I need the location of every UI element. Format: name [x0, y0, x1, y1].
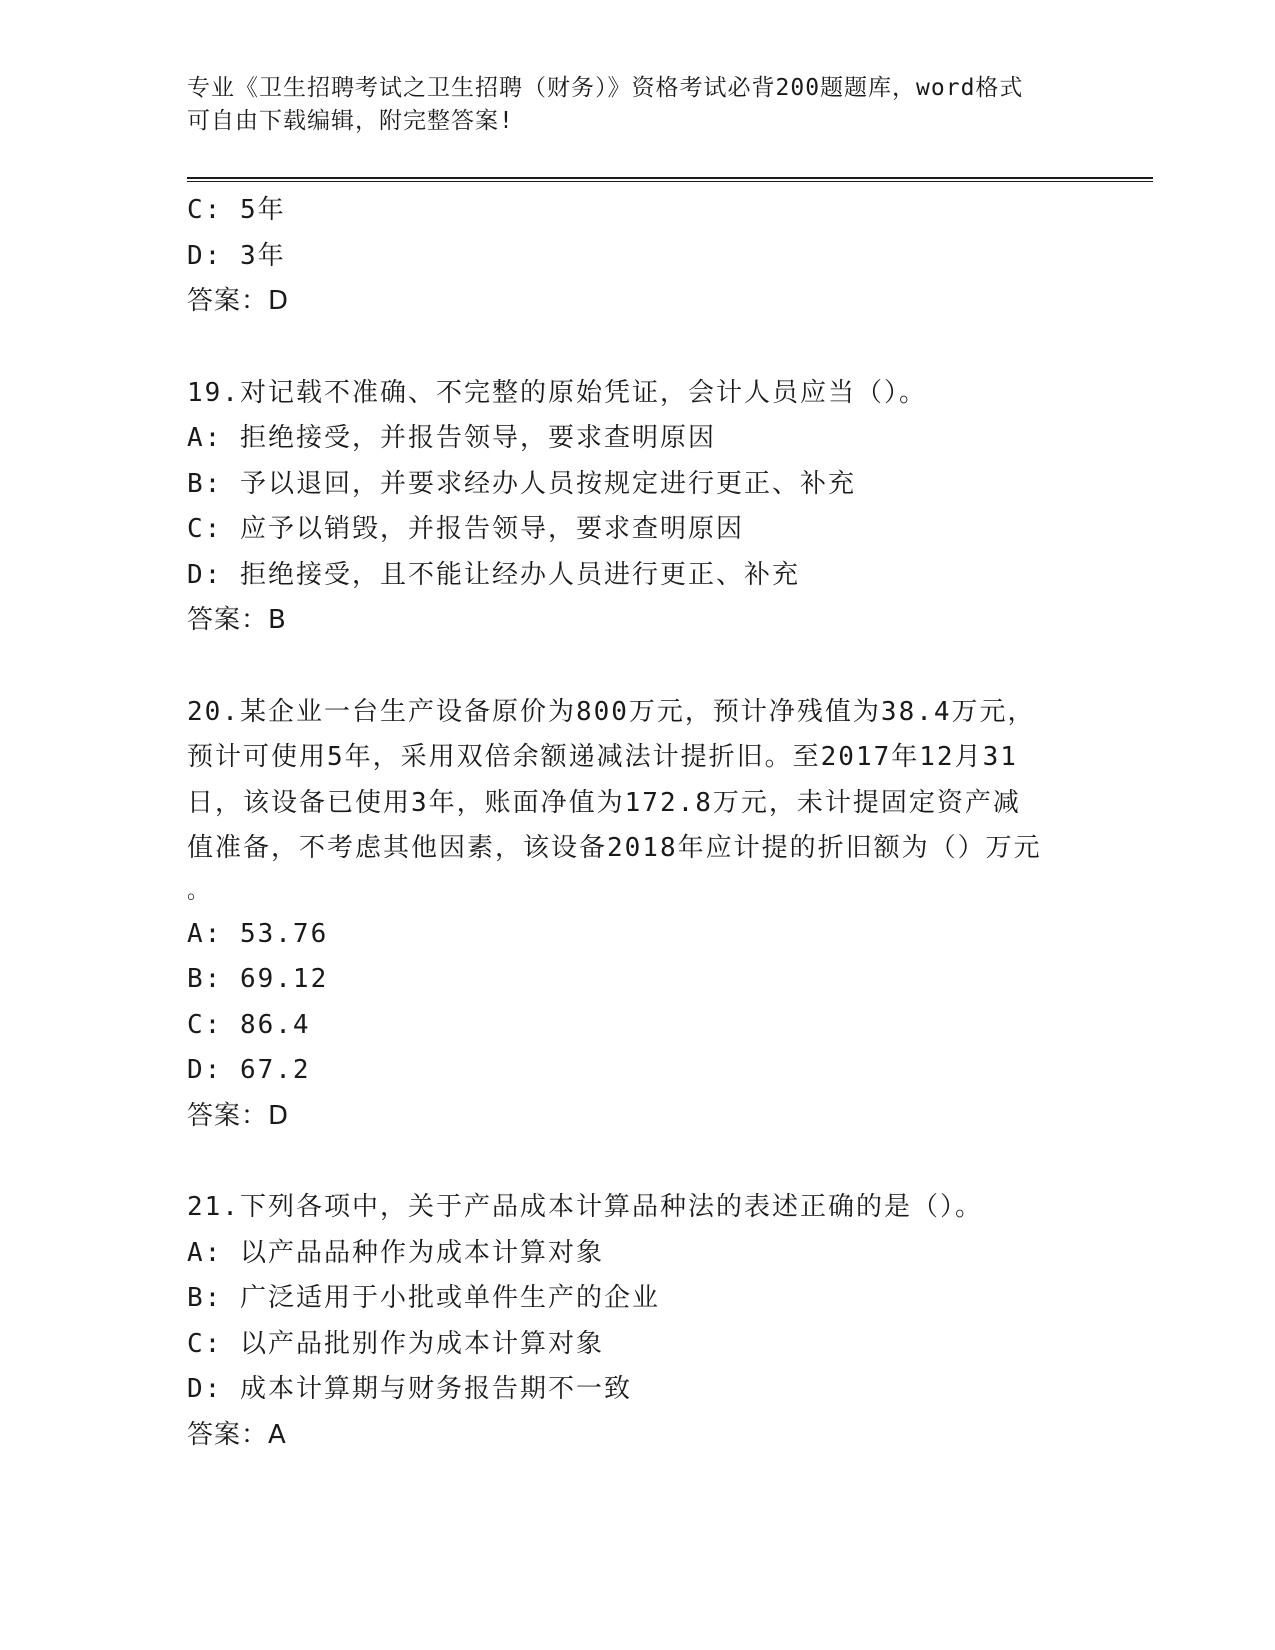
- option-b: B: 予以退回，并要求经办人员按规定进行更正、补充: [187, 468, 856, 499]
- question-content: [187, 188, 1087, 1458]
- option-d: D: 成本计算期与财务报告期不一致: [187, 1374, 632, 1404]
- question-stem: 预计可使用5年，采用双倍余额递减法计提折旧。至2017年12月31: [187, 742, 1018, 772]
- answer-line: 答案：B: [187, 605, 287, 635]
- option-c: C: 86.4: [187, 1009, 311, 1040]
- option-c: C: 5年: [187, 195, 286, 225]
- question-stem: 。: [187, 878, 212, 904]
- header-rule-thin: [187, 181, 1153, 182]
- answer-line: 答案：A: [187, 1419, 287, 1450]
- question-stem: 19.对记载不准确、不完整的原始凭证，会计人员应当（）。: [187, 377, 927, 408]
- option-d: D: 3年: [187, 240, 286, 271]
- answer-line: 答案：D: [187, 286, 290, 316]
- question-stem: 值准备，不考虑其他因素，该设备2018年应计提的折旧额为（）万元: [187, 833, 1042, 863]
- previous-question: [187, 188, 1087, 325]
- header-rule-thick: [187, 177, 1153, 179]
- option-b: B: 69.12: [187, 964, 329, 994]
- header-title-line-2: 可自由下载编辑，附完整答案!: [187, 108, 514, 134]
- header-title-line-1: 专业《卫生招聘考试之卫生招聘（财务）》资格考试必背200题题库，word格式: [187, 75, 1024, 101]
- question-20: [187, 690, 1087, 1140]
- option-a: A: 拒绝接受，并报告领导，要求查明原因: [187, 423, 716, 453]
- option-a: A: 53.76: [187, 918, 329, 949]
- option-d: D: 拒绝接受，且不能让经办人员进行更正、补充: [187, 559, 800, 590]
- option-c: C: 以产品批别作为成本计算对象: [187, 1328, 604, 1359]
- option-b: B: 广泛适用于小批或单件生产的企业: [187, 1283, 660, 1313]
- question-19: [187, 371, 1087, 644]
- question-stem: 21.下列各项中，关于产品成本计算品种法的表述正确的是（）。: [187, 1192, 983, 1222]
- option-a: A: 以产品品种作为成本计算对象: [187, 1237, 604, 1268]
- question-stem: 日，该设备已使用3年，账面净值为172.8万元，未计提固定资产减: [187, 787, 1021, 818]
- document-header: [187, 72, 1067, 138]
- answer-line: 答案：D: [187, 1100, 290, 1131]
- question-stem: 20.某企业一台生产设备原价为800万元，预计净残值为38.4万元，: [187, 696, 1036, 727]
- question-21: [187, 1185, 1087, 1458]
- option-c: C: 应予以销毁，并报告领导，要求查明原因: [187, 514, 744, 544]
- option-d: D: 67.2: [187, 1055, 311, 1085]
